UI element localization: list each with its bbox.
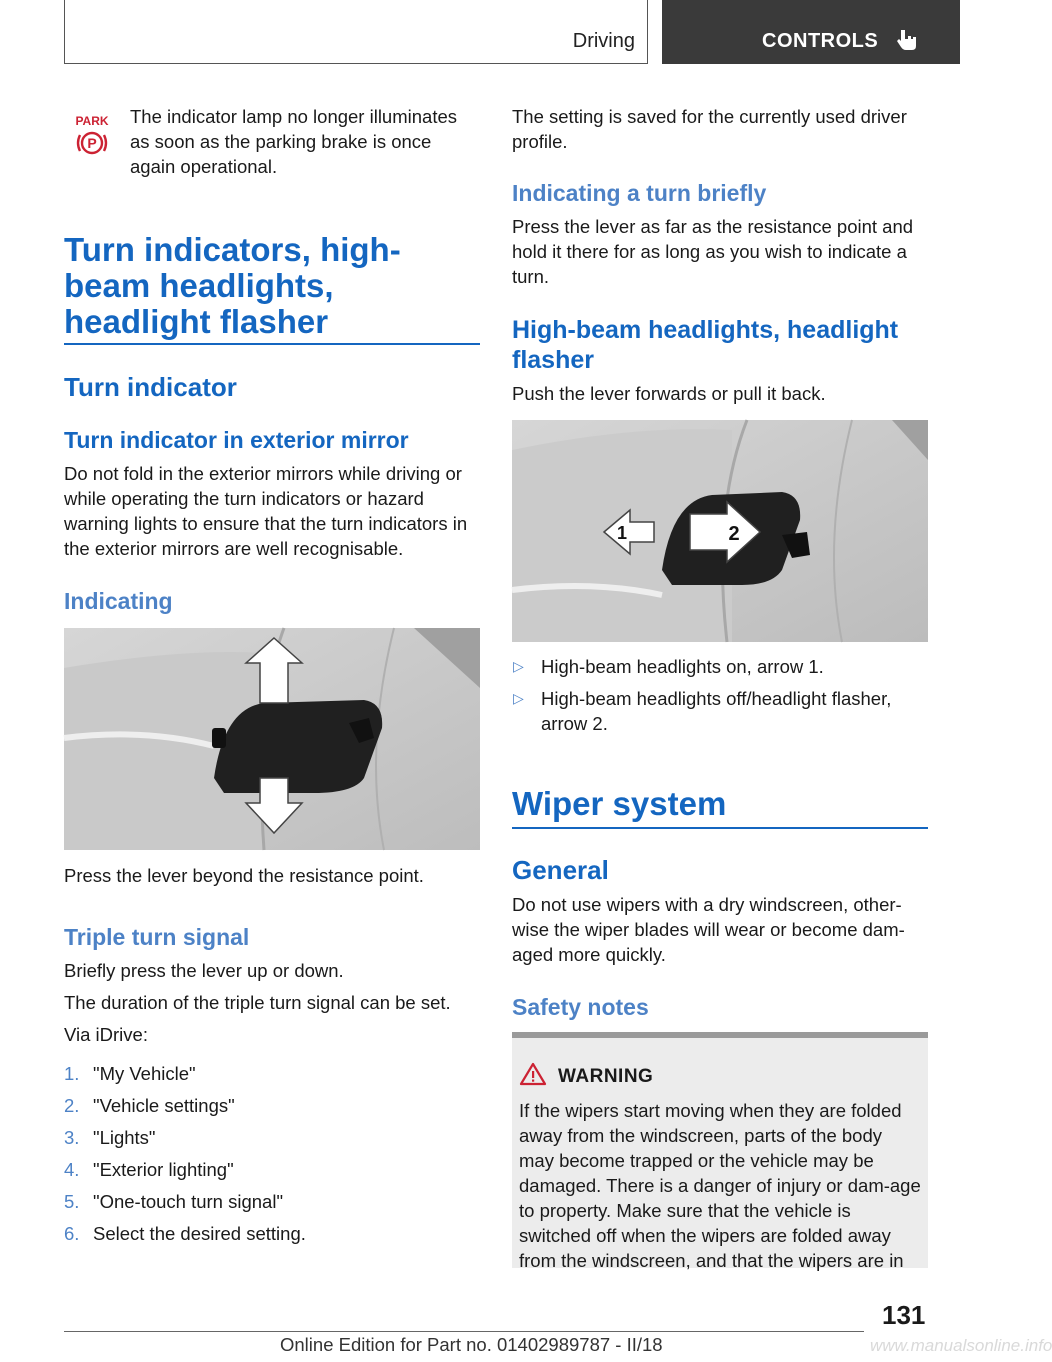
parking-brake-icon-letter: P bbox=[87, 135, 97, 151]
turn-indicator-lever-illustration bbox=[64, 628, 480, 850]
triple-paragraph-3: Via iDrive: bbox=[64, 1024, 148, 1045]
brief-paragraph: Press the lever as far as the resistance point and hold it there for as long as you wish to indicate a turn. bbox=[512, 216, 914, 287]
warning-box bbox=[512, 1032, 928, 1271]
heading-indicating-briefly: Indicating a turn briefly bbox=[512, 180, 767, 206]
steering-hand-icon bbox=[894, 26, 920, 52]
arrow-label-2: 2 bbox=[728, 523, 740, 545]
header-section-tab bbox=[64, 0, 648, 64]
general-paragraph: Do not use wipers with a dry windscreen, other‐wise the wiper blades will wear or become dam‐aged more quickly. bbox=[512, 894, 905, 965]
list-item: 3. "Lights" bbox=[64, 1127, 156, 1148]
arrow-label-1: 1 bbox=[616, 523, 628, 543]
mirror-paragraph: Do not fold in the exterior mirrors while driving or while operating the turn indicators or hazard warning lights to ensure that the turn indicators in the exterior mirrors are well recognisable. bbox=[64, 463, 468, 559]
section-divider bbox=[512, 827, 928, 829]
list-item: ▷ High-beam headlights off/headlight flasher, arrow 2. bbox=[513, 688, 892, 734]
footer-divider bbox=[64, 1331, 864, 1332]
setting-saved-paragraph: The setting is saved for the currently used driver profile. bbox=[512, 106, 907, 152]
warning-title: WARNING bbox=[558, 1066, 654, 1087]
header-chapter-tab bbox=[662, 0, 960, 64]
header-section-label: Driving bbox=[572, 30, 635, 52]
heading-general: General bbox=[512, 855, 609, 885]
list-item: 5. "One-touch turn signal" bbox=[64, 1191, 284, 1212]
parking-brake-note: The indicator lamp no longer illuminates as soon as the parking brake is once again operational. bbox=[130, 106, 458, 177]
heading-indicating: Indicating bbox=[64, 588, 173, 614]
section-title-turn-indicators: Turn indicators, high-beam headlights, headlight flasher bbox=[64, 231, 401, 340]
high-beam-lever-illustration bbox=[512, 420, 928, 642]
list-item: 4. "Exterior lighting" bbox=[64, 1159, 234, 1180]
section-divider bbox=[64, 343, 480, 345]
high-beam-bullet-list bbox=[512, 654, 928, 743]
list-item: ▷ High-beam headlights on, arrow 1. bbox=[513, 656, 824, 677]
list-item: 2. "Vehicle settings" bbox=[64, 1095, 235, 1116]
header-chapter-label: CONTROLS bbox=[762, 30, 879, 52]
heading-turn-indicator: Turn indicator bbox=[64, 372, 237, 402]
list-item: 1. "My Vehicle" bbox=[64, 1063, 196, 1084]
idrive-steps-list bbox=[64, 1058, 480, 1250]
high-beam-paragraph: Push the lever forwards or pull it back. bbox=[512, 383, 826, 404]
heading-turn-indicator-mirror: Turn indicator in exterior mirror bbox=[64, 427, 409, 453]
heading-triple-turn-signal: Triple turn signal bbox=[64, 924, 250, 950]
list-item: 6. Select the desired setting. bbox=[64, 1223, 306, 1244]
footer-edition: Online Edition for Part no. 01402989787 - II/18 bbox=[280, 1334, 663, 1355]
footer-watermark: www.manualsonline.info bbox=[870, 1336, 1052, 1355]
section-title-wiper-system: Wiper system bbox=[512, 785, 727, 822]
indicating-caption: Press the lever beyond the resistance point. bbox=[64, 865, 424, 886]
triangle-bullet-icon: ▷ bbox=[513, 690, 524, 706]
triple-paragraph-2: The duration of the triple turn signal can be set. bbox=[64, 992, 451, 1013]
triple-paragraph-1: Briefly press the lever up or down. bbox=[64, 960, 344, 981]
warning-triangle-icon bbox=[520, 1062, 546, 1086]
heading-safety-notes: Safety notes bbox=[512, 994, 649, 1020]
heading-high-beam: High-beam headlights, headlight flasher bbox=[512, 316, 899, 374]
parking-brake-icon bbox=[72, 112, 112, 160]
page-number: 131 bbox=[882, 1300, 926, 1330]
triangle-bullet-icon: ▷ bbox=[513, 658, 524, 674]
warning-text: If the wipers start moving when they are folded away from the windscreen, parts of the body may become trapped or the vehicle may be damaged. There is a danger of injury or dam‐age to property. Make sure that the vehicle is switched off when the wipers are folded away from the windscreen, and that the wipers are in bbox=[519, 1100, 921, 1271]
parking-brake-icon-text: PARK bbox=[75, 114, 109, 128]
